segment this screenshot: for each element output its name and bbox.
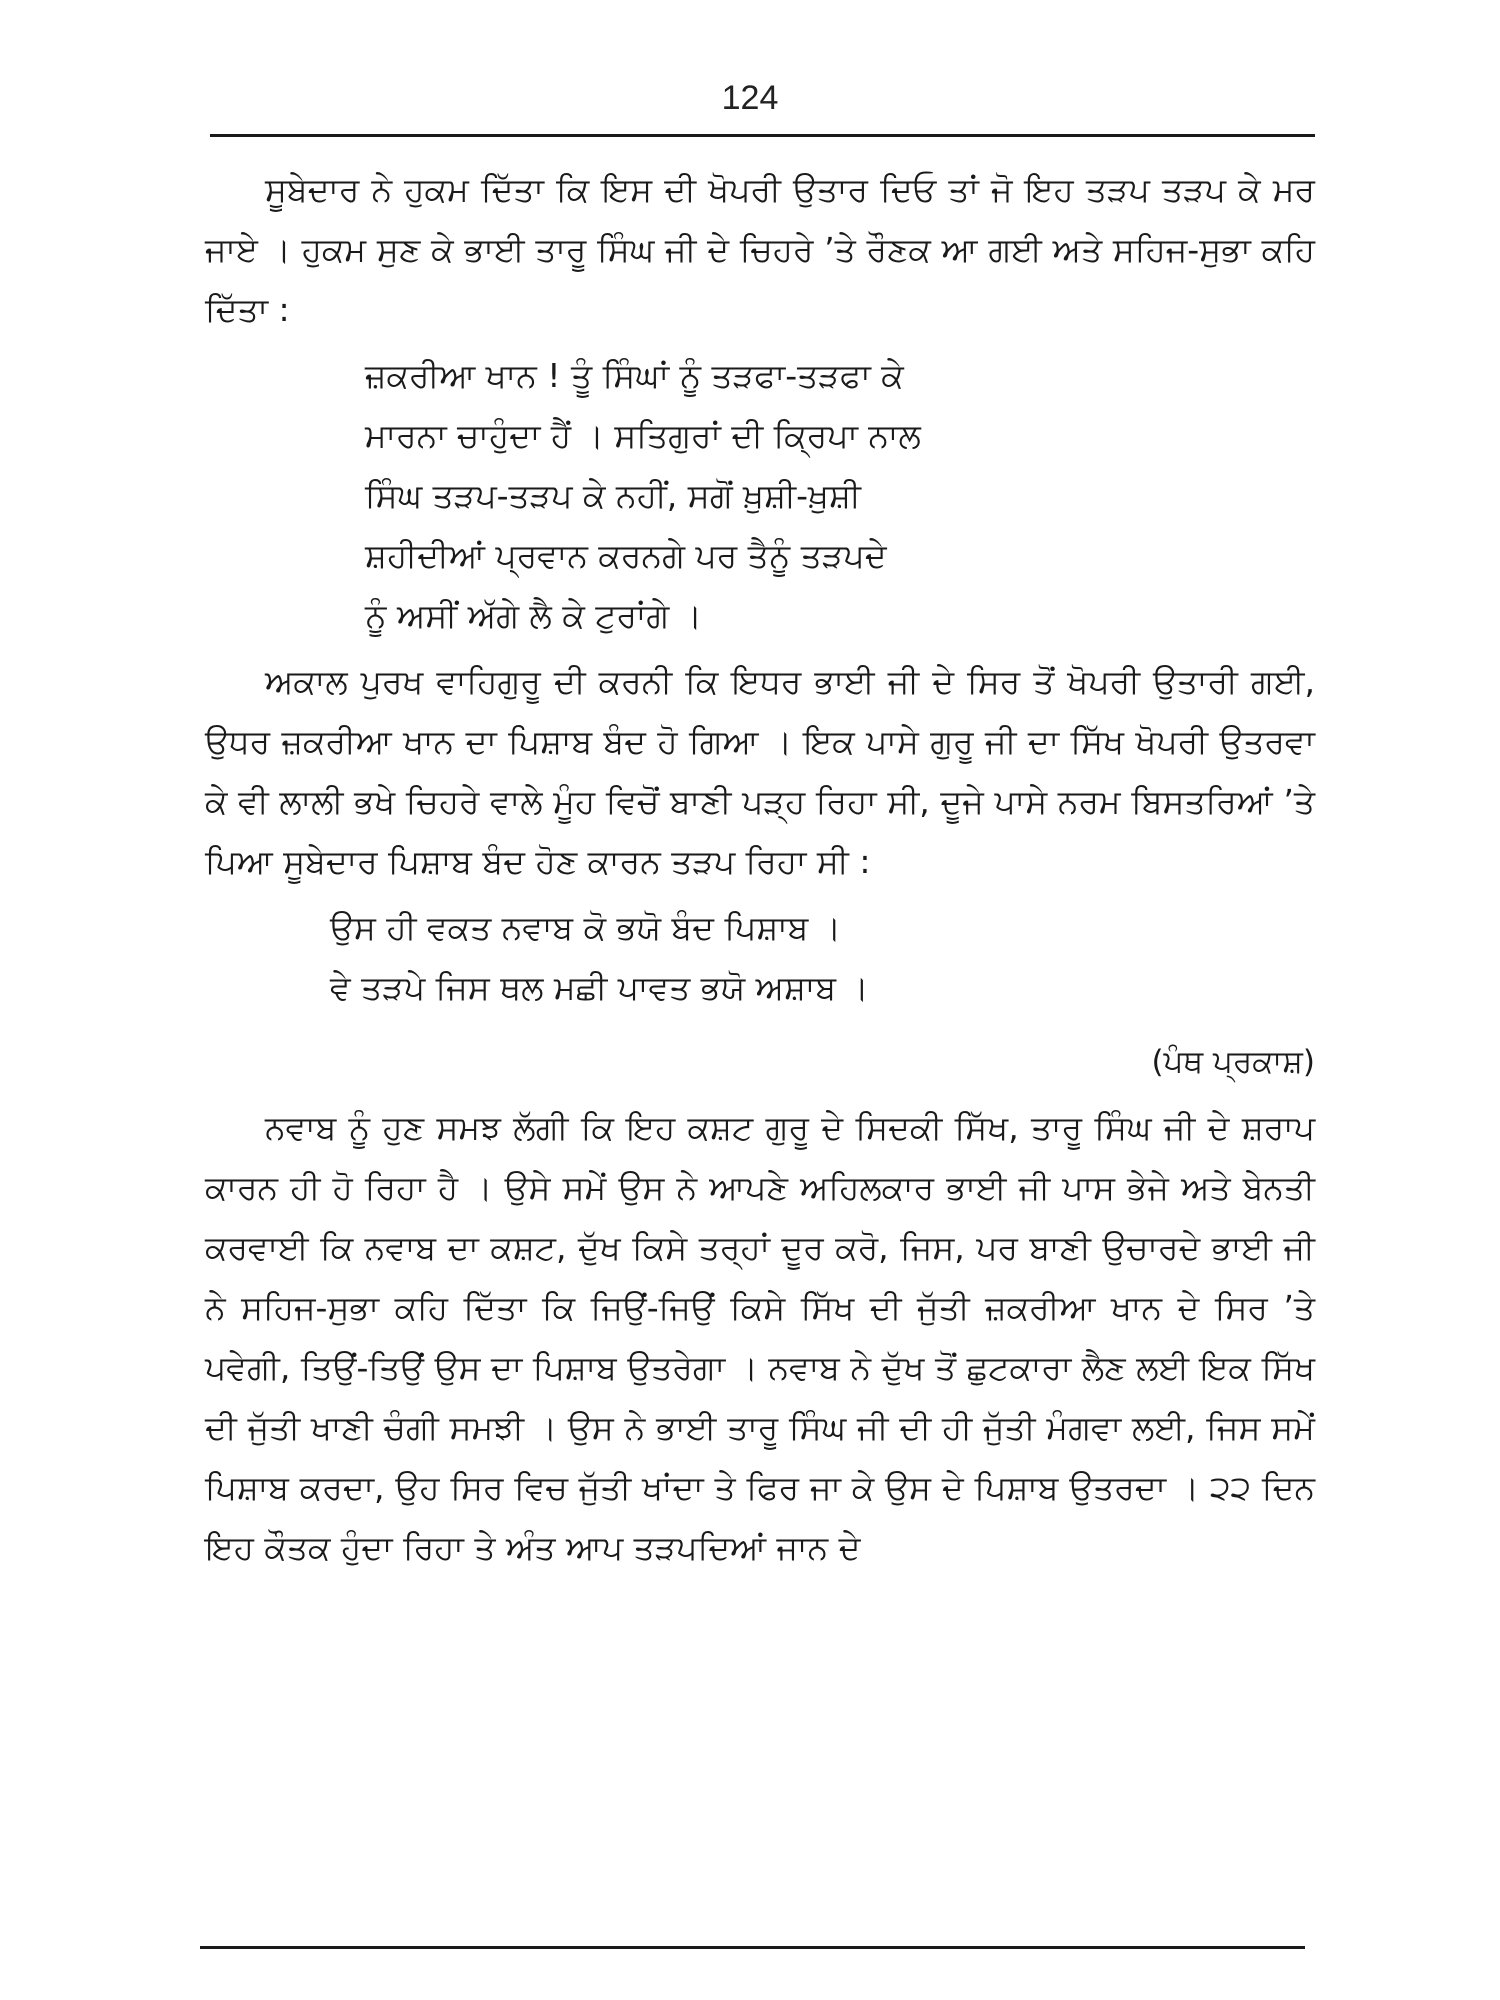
paragraph-3: ਨਵਾਬ ਨੂੰ ਹੁਣ ਸਮਝ ਲੱਗੀ ਕਿ ਇਹ ਕਸ਼ਟ ਗੁਰੂ ਦੇ ਸਿਦਕੀ ਸਿੱਖ, ਤਾਰੂ ਸਿੰਘ ਜੀ ਦੇ ਸ਼ਰਾਪ ਕਾਰਨ ਹੀ ਹੋ ਰਿਹਾ ਹੈ । ਉਸੇ ਸਮੇਂ ਉਸ ਨੇ ਆਪਣੇ ਅਹਿਲਕਾਰ ਭਾਈ ਜੀ ਪਾਸ ਭੇਜੇ ਅਤੇ ਬੇਨਤੀ ਕਰਵਾਈ ਕਿ ਨਵਾਬ ਦਾ ਕਸ਼ਟ, ਦੁੱਖ ਕਿਸੇ ਤਰ੍ਹਾਂ ਦੂਰ ਕਰੋ, ਜਿਸ, ਪਰ ਬਾਣੀ ਉਚਾਰਦੇ ਭਾਈ ਜੀ ਨੇ ਸਹਿਜ-ਸੁਭਾ ਕਹਿ ਦਿੱਤਾ ਕਿ ਜਿਉਂ-ਜਿਉਂ ਕਿਸੇ ਸਿੱਖ ਦੀ ਜੁੱਤੀ ਜ਼ਕਰੀਆ ਖਾਨ ਦੇ ਸਿਰ ’ਤੇ ਪਵੇਗੀ, ਤਿਉਂ-ਤਿਉਂ ਉਸ ਦਾ ਪਿਸ਼ਾਬ ਉਤਰੇਗਾ । ਨਵਾਬ ਨੇ ਦੁੱਖ ਤੋਂ ਛੁਟਕਾਰਾ ਲੈਣ ਲਈ ਇਕ ਸਿੱਖ ਦੀ ਜੁੱਤੀ ਖਾਣੀ ਚੰਗੀ ਸਮਝੀ । ਉਸ ਨੇ ਭਾਈ ਤਾਰੂ ਸਿੰਘ ਜੀ ਦੀ ਹੀ ਜੁੱਤੀ ਮੰਗਵਾ ਲਈ, ਜਿਸ ਸਮੇਂ ਪਿਸ਼ਾਬ ਕਰਦਾ, ਉਹ ਸਿਰ ਵਿਚ ਜੁੱਤੀ ਖਾਂਦਾ ਤੇ ਫਿਰ ਜਾ ਕੇ ਉਸ ਦੇ ਪਿਸ਼ਾਬ ਉਤਰਦਾ । ੨੨ ਦਿਨ ਇਹ ਕੌਤਕ ਹੁੰਦਾ ਰਿਹਾ ਤੇ ਅੰਤ ਆਪ ਤੜਪਦਿਆਂ ਜਾਨ ਦੇ	[205, 1108, 1315, 1567]
page-number: 124	[721, 79, 779, 117]
header-rule	[210, 134, 1315, 137]
verse-line: ਨੂੰ ਅਸੀਂ ਅੱਗੇ ਲੈ ਕੇ ਟੁਰਾਂਗੇ ।	[365, 596, 703, 635]
page-body	[205, 160, 1315, 1578]
verse-line: ਜ਼ਕਰੀਆ ਖਾਨ ! ਤੂੰ ਸਿੰਘਾਂ ਨੂੰ ਤੜਫਾ-ਤੜਫਾ ਕੇ	[365, 356, 904, 395]
verse-quote-1	[365, 346, 1315, 646]
verse-line: ਵੇ ਤੜਪੇ ਜਿਸ ਥਲ ਮਛੀ ਪਾਵਤ ਭਯੋ ਅਸ਼ਾਬ ।	[330, 968, 869, 1007]
verse-source: (ਪੰਥ ਪ੍ਰਕਾਸ਼)	[1151, 1044, 1315, 1080]
verse-line: ਸਿੰਘ ਤੜਪ-ਤੜਪ ਕੇ ਨਹੀਂ, ਸਗੋਂ ਖ਼ੁਸ਼ੀ-ਖ਼ੁਸ਼ੀ	[365, 476, 861, 515]
verse-line: ਉਸ ਹੀ ਵਕਤ ਨਵਾਬ ਕੋ ਭਯੋ ਬੰਦ ਪਿਸ਼ਾਬ ।	[330, 908, 842, 947]
verse-line: ਸ਼ਹੀਦੀਆਂ ਪ੍ਰਵਾਨ ਕਰਨਗੇ ਪਰ ਤੈਨੂੰ ਤੜਪਦੇ	[365, 536, 887, 575]
verse-quote-2	[330, 898, 1315, 1018]
verse-line: ਮਾਰਨਾ ਚਾਹੁੰਦਾ ਹੈਂ । ਸਤਿਗੁਰਾਂ ਦੀ ਕ੍ਰਿਪਾ ਨਾਲ	[365, 416, 921, 455]
paragraph-2: ਅਕਾਲ ਪੁਰਖ ਵਾਹਿਗੁਰੂ ਦੀ ਕਰਨੀ ਕਿ ਇਧਰ ਭਾਈ ਜੀ ਦੇ ਸਿਰ ਤੋਂ ਖੋਪਰੀ ਉਤਾਰੀ ਗਈ, ਉਧਰ ਜ਼ਕਰੀਆ ਖਾਨ ਦਾ ਪਿਸ਼ਾਬ ਬੰਦ ਹੋ ਗਿਆ । ਇਕ ਪਾਸੇ ਗੁਰੂ ਜੀ ਦਾ ਸਿੱਖ ਖੋਪਰੀ ਉਤਰਵਾ ਕੇ ਵੀ ਲਾਲੀ ਭਖੇ ਚਿਹਰੇ ਵਾਲੇ ਮੂੰਹ ਵਿਚੋਂ ਬਾਣੀ ਪੜ੍ਹ ਰਿਹਾ ਸੀ, ਦੂਜੇ ਪਾਸੇ ਨਰਮ ਬਿਸਤਰਿਆਂ ’ਤੇ ਪਿਆ ਸੂਬੇਦਾਰ ਪਿਸ਼ਾਬ ਬੰਦ ਹੋਣ ਕਾਰਨ ਤੜਪ ਰਿਹਾ ਸੀ :	[205, 662, 1315, 881]
paragraph-1: ਸੂਬੇਦਾਰ ਨੇ ਹੁਕਮ ਦਿੱਤਾ ਕਿ ਇਸ ਦੀ ਖੋਪਰੀ ਉਤਾਰ ਦਿਓ ਤਾਂ ਜੋ ਇਹ ਤੜਪ ਤੜਪ ਕੇ ਮਰ ਜਾਏ । ਹੁਕਮ ਸੁਣ ਕੇ ਭਾਈ ਤਾਰੂ ਸਿੰਘ ਜੀ ਦੇ ਚਿਹਰੇ ’ਤੇ ਰੌਣਕ ਆ ਗਈ ਅਤੇ ਸਹਿਜ-ਸੁਭਾ ਕਹਿ ਦਿੱਤਾ :	[205, 170, 1315, 329]
footer-rule	[200, 1946, 1305, 1949]
